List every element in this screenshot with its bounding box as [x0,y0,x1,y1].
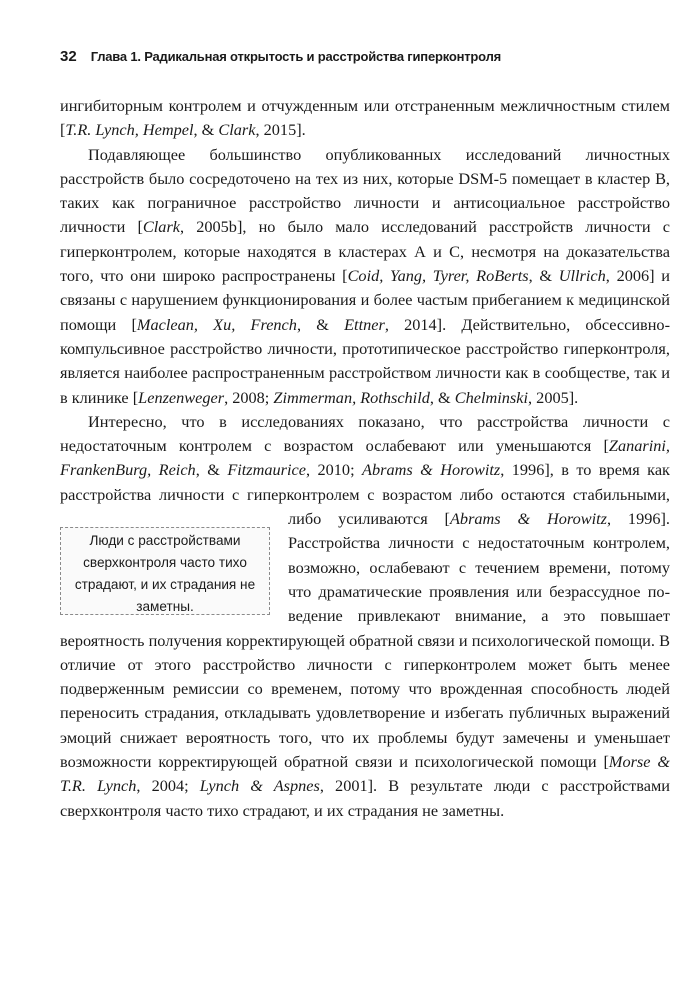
text-run: , 2005]. [528,387,579,407]
text-run: ингибиторным контролем и отчужденным или отстраненным межличностным стилем [ [60,96,670,140]
text-run: , & [296,314,345,334]
text-run: , 1996], в то время как расстройства личности с гиперконтролем с возрастом либо остаются стабильными, либо усиливаются [ [60,460,670,529]
citation-authors: Maclean, Xu, French [136,314,297,334]
paragraph-3 [60,410,670,823]
citation-authors: Fitzmaurice [227,460,306,480]
citation-authors: Clark [218,120,256,140]
citation-authors: Lynch & Aspnes [199,776,320,796]
chapter-title: Глава 1. Радикальная открытость и расстройства гиперконтроля [90,49,502,64]
paragraph-1 [60,94,670,143]
text-run: , & [528,266,559,286]
text-run: , 2006] и связаны с нарушением функционирования и более частым прибеганием к медицинской помощи [ [60,266,670,334]
citation-authors: Ullrich [558,266,606,286]
text-run: , 2010; [306,460,363,480]
text-run: Интересно, что в исследованиях показано, что расстройства личности с недостаточным контролем с возрастом ослабевают или уменьшаются [ [60,411,670,456]
body-text [60,94,670,823]
text-run: , 2014]. Действительно, обсессивно-компульсивное расстройство личности, прототипическое расстройство гиперконтроля, является наиболее распространенным расстройством личности как в сообществе, так и в клинике [ [60,314,670,407]
text-run: , 1996]. Расстройства личности с недостаточным контролем, возможно, ослабевают с течением времени, потому что драматические проявления или безрассудное поведение привлекают внимание, а это повышает вероятность получения корректирующей обратной связи и психологической помощи. В отличие от этого расстройство личности с гиперконтролем может быть менее подверженным ремиссии со временем, потому что врожденная способность людей переносить страдания, откладывать удовлетворение и избегать публичных выражений эмоций снижает вероятность того, что их проблемы будут замечены и уменьшает возможности корректирующей обратной связи и психологической помощи [ [60,509,670,772]
page-number: 32 [60,48,77,65]
text-run: , & [429,387,455,407]
text-run: Подавляющее большинство опубликованных исследований личностных расстройств было сосредоточено на тех из них, которые DSM-5 помещает в кластер В, таких как пограничное расстройство личности и антисоциальное расстройство личности [ [60,144,670,237]
citation-authors: Chelminski [454,387,529,407]
text-run: , & [193,120,219,140]
citation-authors: T.R. Lynch, Hempel [65,120,194,140]
text-run: , 2004; [136,776,200,796]
text-run: , 2001]. В результате люди с расстройствами сверхконтроля часто тихо страдают, и их страдания не заметны. [60,776,670,820]
text-run: , & [195,460,228,480]
citation-authors: Abrams & Horowitz [449,509,608,529]
citation-authors: Abrams & Horowitz [362,460,501,480]
running-header [60,48,660,66]
citation-authors: Morse & T.R. Lynch [60,752,670,796]
citation-authors: Clark [142,217,181,237]
text-run: , 2015]. [255,120,306,140]
paragraph-2 [60,143,670,410]
citation-authors: Zanarini, FrankenBurg, Reich [60,436,670,480]
citation-authors: Lenzenweger [138,387,225,407]
pull-quote-box: Люди с расстройствами сверхконтроля часто тихо страдают, и их страдания не заметны. [60,527,270,615]
text-run: , 2008; [224,387,274,407]
citation-authors: Coid, Yang, Tyrer, RoBerts [347,266,529,286]
text-run: , 2005b], но было мало исследований расстройств личности с гиперконтролем, которые находятся в кластерах А и С, несмотря на доказательства того, что они широко распространены [ [60,217,670,286]
citation-authors: Ettner [344,314,385,334]
citation-authors: Zimmerman, Rothschild [273,387,430,407]
